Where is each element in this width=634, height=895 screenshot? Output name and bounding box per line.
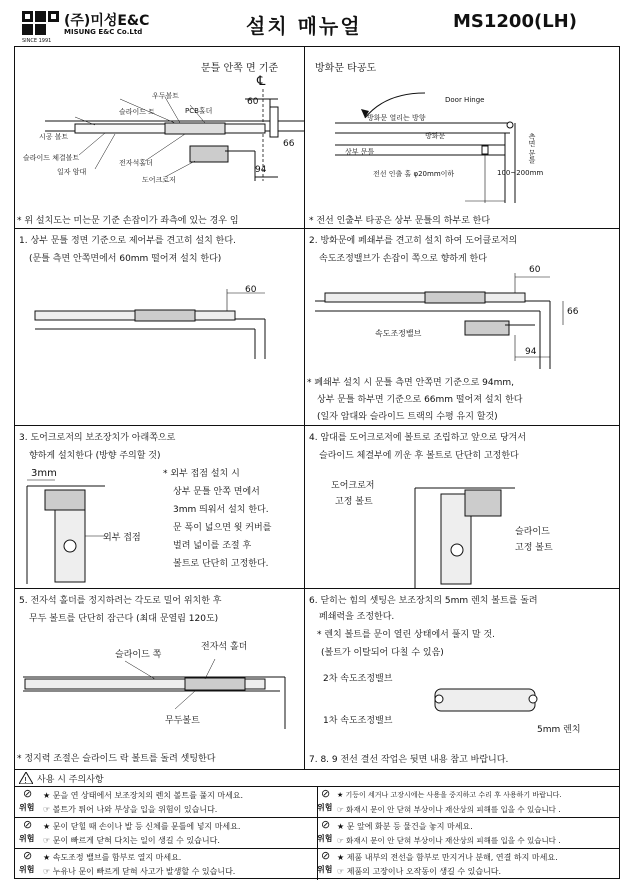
label-door-closer: 도어크로저	[142, 176, 176, 184]
step-3-line2: 향하게 설치한다 (방향 주의할 것)	[29, 451, 161, 461]
danger-label: 위험	[19, 865, 35, 874]
warning-right-1: ★ 문 앞에 화분 등 물건을 놓지 마세요.	[337, 822, 473, 831]
step-1-dim: 60	[245, 285, 257, 295]
warning-right-2: ☞ 제품의 고장이나 오작동이 생길 수 있습니다.	[337, 867, 502, 876]
no-icon: ⊘	[321, 849, 331, 862]
step-6-line2: 페쇄력을 조정한다.	[319, 612, 395, 622]
step-4-panel	[304, 425, 620, 589]
label-door-hinge: Door Hinge	[445, 96, 485, 104]
label-fixing-bolt: 우두볼트	[152, 92, 180, 100]
step-5-panel	[14, 588, 305, 770]
danger-label: 위험	[317, 865, 333, 874]
step-3-line1: 3. 도어크로저의 보조장치가 아래쪽으로	[19, 433, 176, 443]
model-number: MS1200(LH)	[453, 11, 577, 32]
label-open-direction: 방화문 열리는 방향	[367, 114, 426, 122]
step-2-diagram	[305, 269, 619, 369]
label-magnet-holder: 전자석홀더	[119, 159, 153, 167]
step-3-note1: * 외부 접점 설치 시	[163, 469, 240, 479]
label-straight-arm: 일자 암대	[57, 168, 87, 176]
label-pcb-holder: PCB홀더	[185, 107, 213, 115]
step-2-dim-60: 60	[529, 265, 541, 275]
step-4-slide-bolt-2: 고정 볼트	[515, 543, 553, 553]
warning-triangle-icon	[19, 772, 33, 784]
step-6-note: 7. 8. 9 전선 결선 작업은 뒷면 내용 참고 바랍니다.	[309, 755, 509, 765]
step-5-note: * 정지력 조절은 슬라이드 락 볼트를 돌려 셋팅한다	[17, 754, 216, 764]
step-3-note5: 벌려 넓이를 조절 후	[173, 541, 252, 551]
label-sash-bolt: 시공 볼트	[39, 133, 69, 141]
danger-label: 위험	[317, 803, 333, 812]
step-3-hinge-label: 외부 접점	[103, 533, 141, 543]
warning-title: 사용 시 주의사항	[37, 775, 104, 785]
drilling-title: 방화문 타공도	[315, 63, 377, 74]
warning-title-row	[15, 770, 619, 786]
step-6-panel	[304, 588, 620, 770]
no-icon: ⊘	[23, 818, 33, 831]
step-2-note1: * 폐쇄부 설치 시 문틀 측면 안쪽면 기준으로 94mm,	[307, 378, 515, 388]
warning-left-2: ☞ 누유나 문이 빠르게 닫혀 사고가 발생할 수 있습니다.	[43, 867, 236, 876]
diagram-note: * 위 설치도는 미는문 기준 손잡이가 좌측에 있는 경우 임	[17, 216, 239, 226]
warning-right-1: ★ 기등이 세거나 고장시에는 사용을 중지하고 수리 후 사용하기 바랍니다.	[337, 791, 562, 799]
step-5-diagram	[15, 649, 304, 729]
no-icon: ⊘	[23, 787, 33, 800]
reference-label: 문틀 안쪽 면 기준	[201, 63, 279, 74]
warnings-panel	[14, 769, 620, 879]
step-1-line2: (문틀 측면 안쪽면에서 60mm 떨어져 설치 한다)	[29, 254, 222, 264]
label-slide-rail: 슬라이드 트	[119, 108, 156, 116]
no-icon: ⊘	[321, 787, 331, 800]
warning-row	[15, 817, 619, 848]
svg-text:!: !	[24, 776, 28, 784]
no-icon: ⊘	[23, 849, 33, 862]
label-range: 100~200mm	[497, 169, 544, 177]
warning-left-1: ★ 문을 연 상태에서 보조장치의 렌치 볼트를 풀지 마세요.	[43, 791, 244, 800]
warning-left-2: ☞ 문이 빠르게 닫혀 다치는 일이 생길 수 있습니다.	[43, 836, 220, 845]
step-3-note3: 3mm 띄워서 설치 한다.	[173, 505, 269, 515]
step-5-line1: 5. 전자석 홀더를 정지하려는 각도로 밀어 위치한 후	[19, 596, 222, 606]
step-3-diagram	[15, 466, 165, 586]
step-2-dim-94: 94	[525, 347, 537, 357]
warning-right-1: ★ 제품 내부의 전선을 함부로 만지거나 분해, 연결 하지 마세요.	[337, 853, 558, 862]
warning-left-1: ★ 문이 닫힐 때 손이나 발 등 신체를 문틀에 넣지 마세요.	[43, 822, 241, 831]
company-name-en: MISUNG E&C Co.Ltd	[64, 28, 143, 36]
step-1-panel	[14, 228, 305, 426]
fire-door-drilling-panel	[304, 46, 620, 229]
step-1-line1: 1. 상부 문틀 정면 기준으로 제어부를 견고히 설치 한다.	[19, 236, 236, 246]
step-1-diagram	[15, 279, 304, 369]
since-label: SINCE 1991	[22, 38, 52, 44]
warning-left-1: ★ 속도조정 밸브를 함부로 열지 마세요.	[43, 853, 182, 862]
step-6-line3: * 렌치 볼트를 문이 열린 상태에서 풀지 말 것.	[317, 630, 496, 640]
step-6-line4: (볼트가 이탈되어 다칠 수 있음)	[321, 648, 444, 658]
warning-right-2: ☞ 화재시 문이 안 닫혀 부상이나 재산상의 피해를 입을 수 있습니다 .	[337, 805, 561, 814]
step-6-line1: 6. 닫히는 힘의 셋팅은 보조장치의 5mm 렌치 볼트를 돌려	[309, 596, 538, 606]
label-slide-lock: 슬라이드 체결볼트	[23, 154, 80, 162]
dim-94: 94	[255, 165, 267, 175]
dim-60: 60	[247, 97, 259, 107]
step-3-note2: 상부 문틀 안쪽 면에서	[173, 487, 260, 497]
step-2-line2: 속도조정밸브가 손잡이 쪽으로 향하게 한다	[319, 254, 487, 264]
no-icon: ⊘	[321, 818, 331, 831]
step-4-line1: 4. 암대를 도어크로저에 볼트로 조립하고 앞으로 당겨서	[309, 433, 527, 443]
step-2-note3: (일자 암대와 슬라이드 트랙의 수평 유지 할것)	[317, 412, 498, 422]
step-2-note2: 상부 문틀 하부면 기준으로 66mm 떨어져 설치 한다	[317, 395, 523, 405]
step-3-note6: 볼트로 단단히 고정한다.	[173, 559, 269, 569]
danger-label: 위험	[19, 834, 35, 843]
step-4-diagram	[405, 470, 525, 590]
step-4-closer-bolt-1: 도어크로저	[331, 481, 375, 491]
danger-label: 위험	[317, 834, 333, 843]
step-4-slide-bolt-1: 슬라이드	[515, 527, 550, 537]
company-name: (주)미성E&C	[64, 13, 150, 29]
dim-66: 66	[283, 139, 295, 149]
drilling-diagram	[305, 73, 619, 203]
step-5-line2: 무두 볼트를 단단히 잠근다 (최대 문열림 120도)	[29, 614, 219, 624]
step-2-panel	[304, 228, 620, 426]
step-2-valve-label: 속도조정밸브	[375, 329, 422, 338]
warning-right-2: ☞ 화재시 문이 안 닫혀 부상이나 재산상의 피해를 입을 수 있습니다 .	[337, 836, 561, 845]
step-5-slide-label: 슬라이드 쪽	[115, 650, 162, 660]
label-side-frame: 측면 문틀	[528, 133, 536, 164]
step-6-diagram	[425, 679, 545, 729]
svg-text:℄: ℄	[257, 74, 266, 89]
label-upper-frame: 상부 문틀	[345, 148, 375, 156]
step-3-panel	[14, 425, 305, 589]
label-cable-hole: 전선 인출 홀 φ20mm이하	[373, 170, 455, 178]
step-2-dim-66: 66	[567, 307, 579, 317]
installation-diagram-panel	[14, 46, 305, 229]
warning-left-2: ☞ 볼트가 튀어 나와 부상을 입을 위험이 있습니다.	[43, 805, 218, 814]
step-2-line1: 2. 방화문에 페쇄부를 견고히 설치 하여 도어클로저의	[309, 236, 518, 246]
page-title: 설치 매뉴얼	[246, 14, 362, 38]
drilling-note: * 전선 인출부 타공은 상부 문틀의 하부로 한다	[309, 216, 491, 226]
step-6-wrench: 5mm 렌치	[537, 725, 581, 735]
warning-row	[15, 786, 619, 817]
step-6-valve1: 1차 속도조정밸브	[323, 716, 393, 726]
danger-label: 위험	[19, 803, 35, 812]
step-5-bolt-label: 무두볼트	[165, 716, 200, 726]
company-logo	[22, 11, 62, 37]
step-3-note4: 문 폭이 넓으면 윗 커버를	[173, 523, 272, 533]
step-6-valve2: 2차 속도조정밸브	[323, 674, 393, 684]
step-4-closer-bolt-2: 고정 볼트	[335, 497, 373, 507]
warning-row	[15, 848, 619, 879]
step-4-line2: 슬라이드 체결부에 끼운 후 볼트로 단단히 고정한다	[319, 451, 519, 461]
label-fire-door: 방화문	[425, 132, 446, 140]
step-5-holder-label: 전자석 홀더	[201, 642, 248, 652]
step-3-dim: 3mm	[31, 468, 57, 479]
